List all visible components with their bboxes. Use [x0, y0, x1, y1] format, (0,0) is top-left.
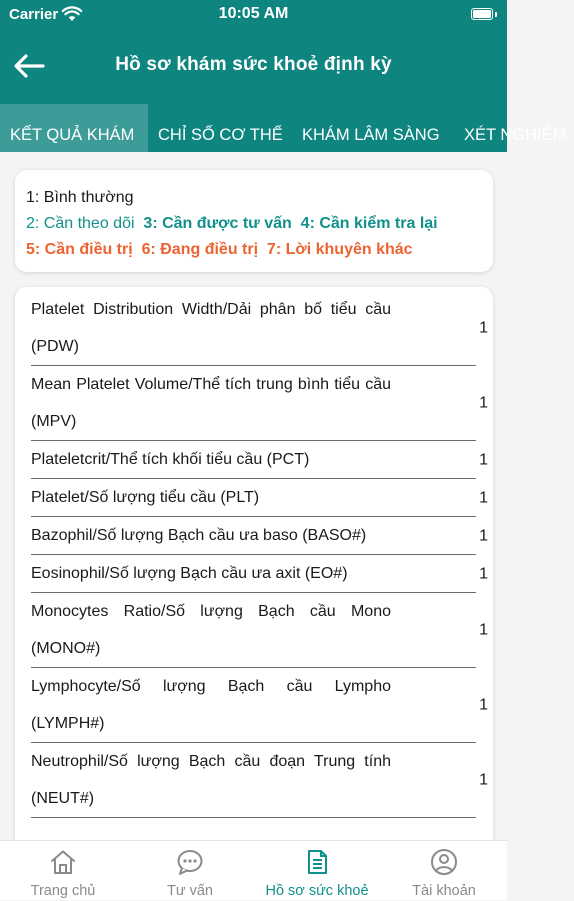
result-row-mpv[interactable]	[31, 366, 488, 441]
main-content	[0, 152, 507, 840]
result-name: Monocytes Ratio/Số lượng Bạch cầu Mono (MONO#)	[31, 603, 391, 657]
result-name: Plateletcrit/Thể tích khối tiểu cầu (PCT)	[31, 451, 310, 468]
result-row-lymph[interactable]	[31, 668, 488, 743]
tab-chi-so-co-the[interactable]: CHỈ SỐ CƠ THỂ	[158, 126, 283, 144]
result-value: 1	[479, 565, 488, 582]
result-value: 1	[479, 319, 488, 337]
status-bar	[0, 0, 507, 30]
result-value: 1	[479, 696, 488, 714]
result-value: 1	[479, 489, 488, 506]
tab-ket-qua-kham[interactable]: KẾT QUẢ KHÁM	[0, 104, 148, 152]
result-name: Platelet Distribution Width/Dải phân bố tiểu cầu (PDW)	[31, 301, 391, 355]
result-value: 1	[479, 621, 488, 639]
tabbar-label: Trang chủ	[30, 883, 96, 899]
result-row-plt[interactable]	[31, 479, 488, 517]
battery-tip	[495, 12, 497, 17]
legend-follow-up: 2: Cần theo dõi	[26, 215, 135, 232]
result-name: Mean Platelet Volume/Thể tích trung bình tiểu cầu (MPV)	[31, 376, 391, 430]
result-name: Lymphocyte/Số lượng Bạch cầu Lympho (LYMPH#)	[31, 678, 391, 732]
status-time: 10:05 AM	[218, 5, 289, 22]
result-row-eo[interactable]	[31, 555, 488, 593]
account-icon	[430, 848, 458, 876]
legend-recheck: 4: Cần kiểm tra lại	[300, 215, 438, 232]
tab-kham-lam-sang[interactable]: KHÁM LÂM SÀNG	[302, 126, 440, 144]
legend-need-treatment: 5: Cần điều trị	[26, 241, 133, 258]
result-value: 1	[479, 527, 488, 544]
result-value: 1	[479, 394, 488, 412]
tab-bar	[0, 104, 567, 152]
tabbar-home[interactable]	[0, 841, 126, 901]
tabbar-consult[interactable]	[127, 841, 253, 901]
home-icon	[49, 848, 77, 876]
tab-xet-nghiem[interactable]: XÉT NGHIỆM	[464, 126, 567, 144]
tabbar-label: Tư vấn	[167, 883, 213, 899]
results-list	[15, 287, 493, 847]
bottom-tab-bar	[0, 840, 507, 900]
legend-consult: 3: Cần được tư vấn	[143, 215, 292, 232]
tabbar-label: Tài khoản	[412, 883, 476, 899]
legend-card	[15, 170, 493, 272]
nav-bar	[0, 36, 507, 96]
result-value: 1	[479, 771, 488, 789]
legend-under-treatment: 6: Đang điều trị	[141, 241, 259, 258]
result-row-pct[interactable]	[31, 441, 488, 479]
legend-other-advice: 7: Lời khuyên khác	[266, 241, 413, 258]
battery-icon	[471, 8, 493, 20]
result-row-neut[interactable]	[31, 743, 488, 818]
carrier-label: Carrier	[9, 6, 59, 23]
legend-normal: 1: Bình thường	[26, 189, 134, 206]
tabbar-health-record[interactable]	[254, 841, 380, 901]
back-arrow-icon[interactable]	[12, 52, 46, 80]
tabbar-account[interactable]	[381, 841, 507, 901]
tabbar-label: Hồ sơ sức khoẻ	[265, 883, 369, 899]
result-name: Eosinophil/Số lượng Bạch cầu ưa axit (EO#)	[31, 565, 348, 582]
result-name: Neutrophil/Số lượng Bạch cầu đoạn Trung tính (NEUT#)	[31, 753, 391, 807]
chat-icon	[176, 848, 204, 876]
document-icon	[303, 848, 331, 876]
result-row-pdw[interactable]	[31, 291, 488, 366]
result-name: Bazophil/Số lượng Bạch cầu ưa baso (BASO#)	[31, 527, 367, 544]
header	[0, 0, 567, 152]
result-row-mono[interactable]	[31, 593, 488, 668]
page-title: Hồ sơ khám sức khoẻ định kỳ	[115, 54, 392, 75]
result-name: Platelet/Số lượng tiểu cầu (PLT)	[31, 489, 260, 506]
result-row-baso[interactable]	[31, 517, 488, 555]
result-value: 1	[479, 451, 488, 468]
